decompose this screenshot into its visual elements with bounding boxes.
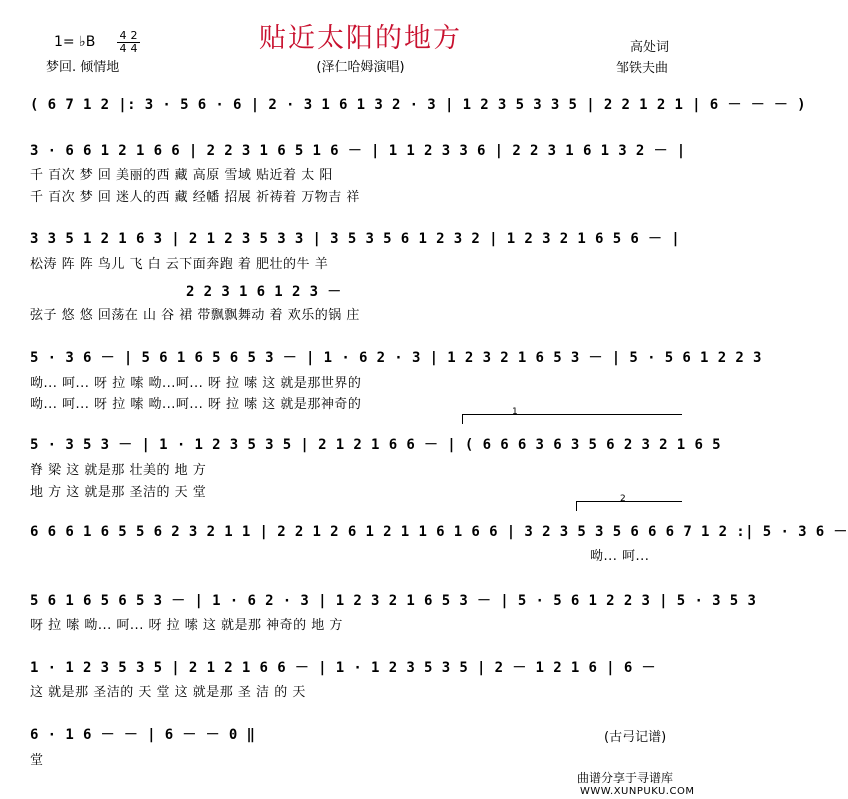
- tempo-mood: 梦回. 倾情地: [46, 60, 120, 75]
- lyric-row-6-verse-2: 地 方 这 就是那 圣洁的 天 堂: [30, 485, 207, 500]
- lyric-row-5-verse-2: 呦... 呵... 呀 拉 嗦 呦...呵... 呀 拉 嗦 这 就是那神奇的: [30, 397, 362, 412]
- performer-note: (泽仁哈姆演唱): [316, 60, 405, 75]
- score-row-10: 6 · 1 6 － － | 6 － － 0 ‖: [30, 727, 256, 743]
- lyric-row-9: 这 就是那 圣洁的 天 堂 这 就是那 圣 洁 的 天: [30, 685, 306, 700]
- lyric-row-10: 堂: [30, 753, 44, 768]
- score-row-2: 3 · 6 6 1 2 1 6 6 | 2 2 3 1 6 5 1 6 － | 1 1 2 3 3 6 | 2 2 3 1 6 1 3 2 － |: [30, 143, 686, 159]
- score-row-8: 5 6 1 6 5 6 5 3 － | 1 · 6 2 · 3 | 1 2 3 2 1 6 5 3 － | 5 · 5 6 1 2 2 3 | 5 · 3 5 3: [30, 593, 757, 609]
- lyric-row-3: 松涛 阵 阵 鸟儿 飞 白 云下面奔跑 着 肥壮的牛 羊: [30, 257, 329, 272]
- watermark-text: 曲谱分享于寻谱库: [577, 771, 674, 785]
- volta-2-bracket-left: [576, 501, 577, 511]
- lyric-row-2-verse-2: 千 百次 梦 回 迷人的西 藏 经幡 招展 祈祷着 万物吉 祥: [30, 190, 360, 205]
- volta-2-bracket: [576, 501, 682, 502]
- volta-1-bracket-left: [462, 414, 463, 424]
- lyric-row-4: 弦子 悠 悠 回荡在 山 谷 裙 带飘飘舞动 着 欢乐的锅 庄: [30, 308, 360, 323]
- watermark-url: WWW.XUNPUKU.COM: [580, 786, 695, 797]
- lyric-row-5-verse-1: 呦... 呵... 呀 拉 嗦 呦...呵... 呀 拉 嗦 这 就是那世界的: [30, 376, 362, 391]
- composer: 邹铁夫曲: [616, 61, 669, 76]
- song-title: 贴近太阳的地方: [259, 23, 462, 54]
- lyric-row-7: 呦... 呵...: [590, 549, 650, 564]
- lyric-row-2-verse-1: 千 百次 梦 回 美丽的西 藏 高原 雪域 贴近着 太 阳: [30, 168, 333, 183]
- score-row-4-variant: 2 2 3 1 6 1 2 3 －: [186, 284, 342, 300]
- transcriber-credit: (古弓记谱): [604, 730, 667, 745]
- key-signature: 1= ♭B: [54, 34, 96, 50]
- score-row-6: 5 · 3 5 3 － | 1 · 1 2 3 5 3 5 | 2 1 2 1 6 6 － | ( 6 6 6 3 6 3 5 6 2 3 2 1 6 5: [30, 437, 721, 453]
- volta-1-number: 1: [512, 407, 518, 417]
- score-row-5: 5 · 3 6 － | 5 6 1 6 5 6 5 3 － | 1 · 6 2 · 3 | 1 2 3 2 1 6 5 3 － | 5 · 5 6 1 2 2 3: [30, 350, 762, 366]
- time-signature-a: 4 4: [117, 30, 129, 54]
- score-row-7: 6 6 6 1 6 5 5 6 2 3 2 1 1 | 2 2 1 2 6 1 2 1 1 6 1 6 6 | 3 2 3 5 3 5 6 6 6 7 1 2 :| 5 · 3 6 －: [30, 524, 848, 540]
- volta-2-number: 2: [620, 494, 626, 504]
- lyricist: 高处词: [630, 40, 670, 55]
- score-row-1: ( 6 7 1 2 |: 3 · 5 6 · 6 | 2 · 3 1 6 1 3 2 · 3 | 1 2 3 5 3 3 5 | 2 2 1 2 1 | 6 － － － ): [30, 97, 806, 113]
- lyric-row-6-verse-1: 脊 梁 这 就是那 壮美的 地 方: [30, 463, 207, 478]
- lyric-row-8: 呀 拉 嗦 呦... 呵... 呀 拉 嗦 这 就是那 神奇的 地 方: [30, 618, 343, 633]
- score-row-9: 1 · 1 2 3 5 3 5 | 2 1 2 1 6 6 － | 1 · 1 2 3 5 3 5 | 2 － 1 2 1 6 | 6 －: [30, 660, 656, 676]
- score-row-3: 3 3 5 1 2 1 6 3 | 2 1 2 3 5 3 3 | 3 5 3 5 6 1 2 3 2 | 1 2 3 2 1 6 5 6 － |: [30, 231, 681, 247]
- volta-1-bracket: [462, 414, 682, 415]
- time-signature-b: 2 4: [128, 30, 140, 54]
